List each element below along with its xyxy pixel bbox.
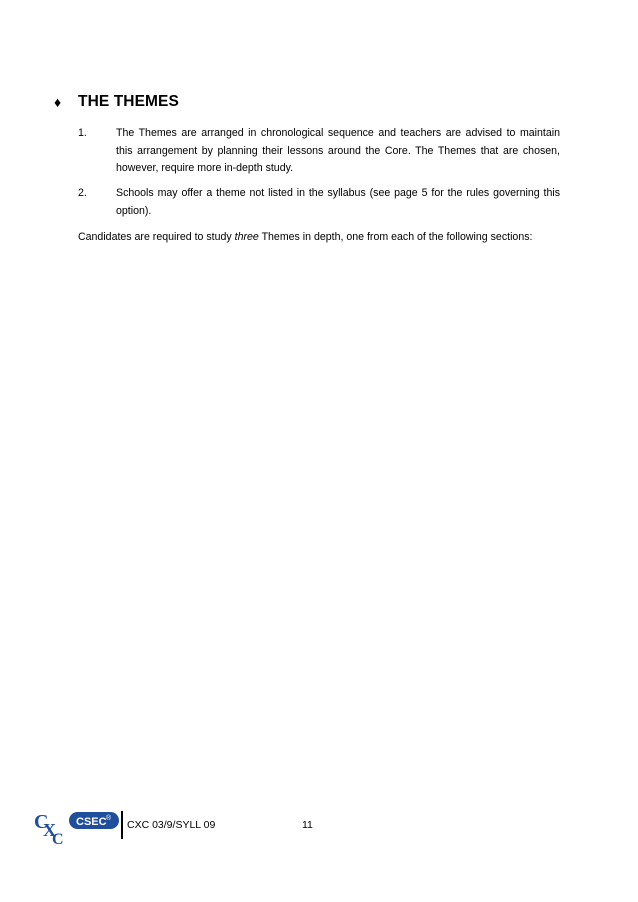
logo-monogram-c2: C	[52, 831, 64, 846]
list-item	[78, 185, 560, 220]
list-item-text: Schools may offer a theme not listed in the syllabus (see page 5 for the rules governing this option).	[116, 187, 560, 217]
footer-divider	[121, 811, 123, 839]
logo-monogram-c1: C	[34, 811, 49, 833]
logo-csec-text: CSEC	[76, 816, 107, 828]
list-item	[78, 125, 560, 178]
section-heading	[54, 92, 179, 112]
logo-registered-mark: ®	[106, 815, 112, 822]
paragraph-text-end: Themes in depth, one from each of the following sections:	[258, 231, 533, 243]
page-number: 11	[302, 819, 313, 831]
cxc-csec-logo	[34, 806, 120, 846]
paragraph-text-start: Candidates are required to study	[78, 231, 235, 243]
list-item-number: 2.	[78, 187, 87, 199]
paragraph-emphasis: three	[234, 231, 259, 243]
section-title: THE THEMES	[78, 93, 179, 110]
logo-monogram-x: X	[43, 820, 56, 840]
diamond-bullet-icon: ♦	[54, 94, 62, 110]
list-item-number: 1.	[78, 127, 87, 139]
syllabus-code: CXC 03/9/SYLL 09	[127, 819, 216, 831]
candidates-paragraph	[78, 229, 568, 247]
list-item-text: The Themes are arranged in chronological sequence and teachers are advised to maintain this arrangement by planning their lessons around the Core. The Themes that are chosen, however, require more in-depth study.	[116, 127, 560, 174]
